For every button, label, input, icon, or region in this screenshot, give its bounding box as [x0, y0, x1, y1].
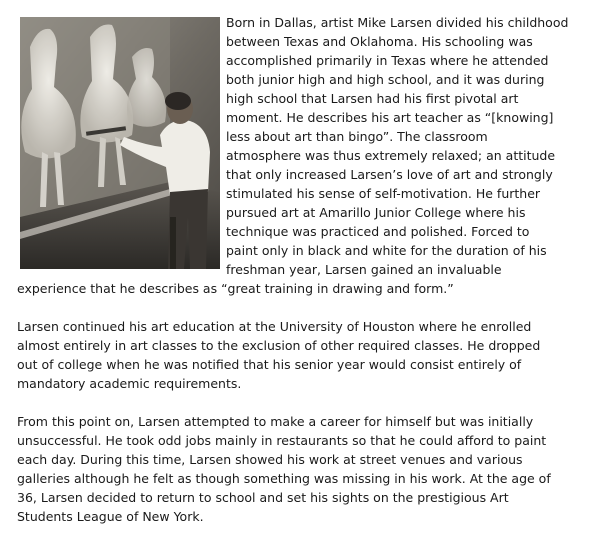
- paragraph-line: Born in Dallas, artist Mike Larsen divided his childhood: [226, 15, 569, 30]
- paragraph-2: [17, 317, 540, 393]
- artist-photo-image: [20, 17, 220, 269]
- paragraph-line: galleries although he felt as though something was missing in his work. At the age of: [17, 471, 551, 486]
- paragraph-line: mandatory academic requirements.: [17, 376, 242, 391]
- paragraph-line: high school that Larsen had his first pivotal art: [226, 91, 519, 106]
- paragraph-line: out of college when he was notified that his senior year would consist entirely of: [17, 357, 522, 372]
- paragraph-line: less about art than bingo”. The classroom: [226, 129, 488, 144]
- paragraph-1-tail: [17, 279, 454, 298]
- paragraph-line: stimulated his sense of self-motivation. He further: [226, 186, 541, 201]
- paragraph-line: almost entirely in art classes to the exclusion of other required classes. He dropped: [17, 338, 541, 353]
- paragraph-line: both junior high and high school, and it was during: [226, 72, 545, 87]
- paragraph-line: each day. During this time, Larsen showed his work at street venues and various: [17, 452, 523, 467]
- paragraph-line: 36, Larsen decided to return to school and set his sights on the prestigious Art: [17, 490, 509, 505]
- paragraph-line: technique was practiced and polished. Forced to: [226, 224, 530, 239]
- paragraph-line: experience that he describes as “great training in drawing and form.”: [17, 281, 454, 296]
- paragraph-line: From this point on, Larsen attempted to make a career for himself but was initially: [17, 414, 534, 429]
- paragraph-line: unsuccessful. He took odd jobs mainly in restaurants so that he could afford to paint: [17, 433, 547, 448]
- paragraph-1: [226, 13, 568, 279]
- paragraph-line: accomplished primarily in Texas where he attended: [226, 53, 549, 68]
- paragraph-line: that only increased Larsen’s love of art and strongly: [226, 167, 553, 182]
- paragraph-line: paint only in black and white for the duration of his: [226, 243, 547, 258]
- paragraph-line: freshman year, Larsen gained an invaluable: [226, 262, 502, 277]
- paragraph-line: atmosphere was thus extremely relaxed; an attitude: [226, 148, 556, 163]
- paragraph-line: between Texas and Oklahoma. His schooling was: [226, 34, 533, 49]
- paragraph-line: pursued art at Amarillo Junior College where his: [226, 205, 526, 220]
- paragraph-3: [17, 412, 551, 526]
- paragraph-line: Students League of New York.: [17, 509, 204, 524]
- paragraph-line: Larsen continued his art education at the University of Houston where he enrolled: [17, 319, 532, 334]
- artist-photo: [20, 17, 220, 269]
- paragraph-line: moment. He describes his art teacher as “[knowing]: [226, 110, 554, 125]
